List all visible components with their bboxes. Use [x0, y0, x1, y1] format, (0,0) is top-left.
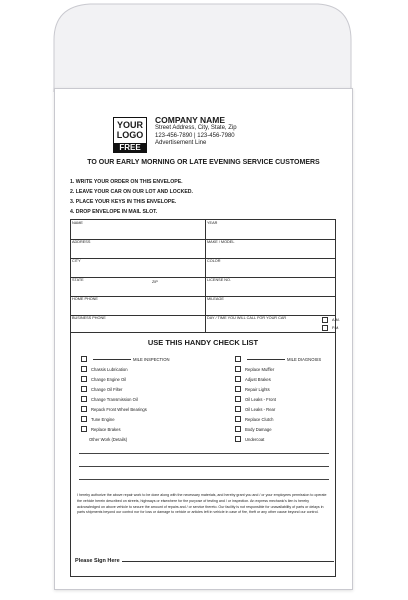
license-field[interactable]: LICENSE NO. [207, 278, 232, 282]
pm-checkbox[interactable] [321, 324, 340, 332]
name-field[interactable]: NAME [72, 221, 83, 225]
checkbox-icon [81, 366, 87, 372]
checkbox-icon [235, 426, 241, 432]
checklist-right [235, 354, 321, 444]
check-label: Tune Engine [91, 416, 115, 422]
checkbox-icon [235, 406, 241, 412]
signature-label: Please Sign Here [75, 558, 120, 564]
divider [71, 239, 335, 240]
check-item[interactable] [235, 384, 321, 394]
check-label: Change Transmission Oil [91, 396, 138, 402]
call-time-field[interactable]: DAY / TIME YOU WILL CALL FOR YOUR CAR [207, 316, 287, 320]
divider [71, 277, 335, 278]
logo-text: LOGO [116, 130, 144, 140]
check-label: Undercoat [245, 436, 265, 442]
checkbox-icon [235, 416, 241, 422]
check-item[interactable] [235, 394, 321, 404]
address-field[interactable]: ADDRESS [72, 240, 91, 244]
instructions [70, 177, 193, 217]
checkbox-icon [81, 406, 87, 412]
check-label: Oil Leaks - Front [245, 396, 276, 402]
home-phone-field[interactable]: HOME PHONE [72, 297, 98, 301]
zip-field[interactable]: ZIP [152, 280, 158, 284]
check-item[interactable] [81, 364, 170, 374]
checkbox-icon [81, 396, 87, 402]
checkbox-icon [81, 376, 87, 382]
check-item[interactable] [235, 414, 321, 424]
color-field[interactable]: COLOR [207, 259, 221, 263]
check-item[interactable] [81, 374, 170, 384]
step: 4. DROP ENVELOPE IN MAIL SLOT. [70, 209, 158, 215]
checkbox-icon [81, 356, 87, 362]
am-label: A.M. [332, 318, 340, 322]
company-name: COMPANY NAME [155, 115, 226, 125]
check-label: Repack Front Wheel Bearings [91, 406, 147, 412]
check-item[interactable] [81, 414, 170, 424]
details-line[interactable] [79, 479, 329, 480]
check-item[interactable] [235, 434, 321, 444]
check-item[interactable] [81, 404, 170, 414]
divider [71, 315, 335, 316]
city-field[interactable]: CITY [72, 259, 81, 263]
details-line[interactable] [79, 453, 329, 454]
check-item[interactable] [235, 374, 321, 384]
pm-label: P.M. [332, 326, 340, 330]
checkbox-icon [322, 317, 328, 323]
logo-text: YOUR [116, 120, 143, 130]
company-ad: Advertisement Line [155, 140, 207, 146]
mile-diagnosis-label: MILE DIAGNOSIS [287, 356, 322, 362]
checklist-left [81, 354, 170, 444]
check-label: Repair Lights [245, 386, 270, 392]
check-item[interactable] [235, 404, 321, 414]
order-form [70, 219, 340, 577]
state-field[interactable]: STATE [72, 278, 84, 282]
step: 2. LEAVE YOUR CAR ON OUR LOT AND LOCKED. [70, 189, 193, 195]
make-model-field[interactable]: MAKE / MODEL [207, 240, 235, 244]
divider [71, 296, 335, 297]
checkbox-icon [322, 325, 328, 331]
checkbox-icon [235, 376, 241, 382]
business-phone-field[interactable]: BUSINESS PHONE [72, 316, 106, 320]
check-label: Adjust Brakes [245, 376, 271, 382]
am-checkbox[interactable] [321, 316, 341, 324]
check-item[interactable] [235, 424, 321, 434]
check-item[interactable] [81, 394, 170, 404]
signature-area[interactable] [75, 558, 334, 564]
company-block [155, 115, 237, 148]
checkbox-icon [81, 386, 87, 392]
check-label: Replace Brakes [91, 426, 121, 432]
mile-inspection-label: MILE INSPECTION [133, 356, 170, 362]
logo-free: FREE [114, 143, 146, 152]
checkbox-icon [235, 396, 241, 402]
check-label: Oil Leaks - Rear [245, 406, 276, 412]
details-line[interactable] [79, 466, 329, 467]
checkbox-icon [235, 366, 241, 372]
check-label: Replace Clutch [245, 416, 274, 422]
step: 1. WRITE YOUR ORDER ON THIS ENVELOPE. [70, 179, 183, 185]
check-item[interactable] [81, 424, 170, 434]
logo [113, 117, 147, 153]
mile-inspection[interactable] [81, 354, 170, 364]
company-address: Street Address, City, State, Zip [155, 125, 237, 131]
envelope-flap [0, 0, 408, 92]
check-item[interactable] [235, 364, 321, 374]
checkbox-icon [81, 416, 87, 422]
check-label: Chassis Lubrication [91, 366, 128, 372]
divider [71, 258, 335, 259]
mileage-field[interactable]: MILEAGE [207, 297, 224, 301]
divider [71, 332, 335, 333]
check-label: Replace Muffler [245, 366, 275, 372]
envelope [54, 88, 353, 590]
company-phones: 123-456-7890 | 123-456-7980 [155, 132, 235, 139]
mile-diagnosis[interactable] [235, 354, 321, 364]
year-field[interactable]: YEAR [207, 221, 218, 225]
check-label: Change Oil Filter [91, 386, 123, 392]
check-label: Body Damage [245, 426, 272, 432]
other-work-label: Other Work (Details) [89, 436, 128, 442]
step: 3. PLACE YOUR KEYS IN THIS ENVELOPE. [70, 199, 177, 205]
checkbox-icon [235, 386, 241, 392]
checkbox-icon [81, 426, 87, 432]
checkbox-icon [235, 436, 241, 442]
heading: TO OUR EARLY MORNING OR LATE EVENING SERVICE CUSTOMERS [87, 159, 320, 166]
checkbox-icon [235, 356, 241, 362]
signature-line [122, 561, 334, 562]
authorization-text: I hereby authorize the above repair work to be done along with the necessary materials, and hereby grant you and / or your employees permission to operate the vehicle herein described on streets, highways or elsewhere for the purpose of testing and / or inspection. An express mechanic's lien is hereby acknowledged on above vehicle to secure the amount of repairs and / or service thereto. Our facility is not responsible for unavailability of parts or delays in parts shipments beyond our control nor for loss or damage to vehicle or articles left in vehicle in case of fire, theft or any other cause beyond our control. [77, 493, 327, 515]
fill-line [93, 359, 131, 360]
check-item[interactable] [81, 384, 170, 394]
fill-line [247, 359, 285, 360]
check-label: Change Engine Oil [91, 376, 127, 382]
checklist-title: USE THIS HANDY CHECK LIST [147, 338, 259, 347]
